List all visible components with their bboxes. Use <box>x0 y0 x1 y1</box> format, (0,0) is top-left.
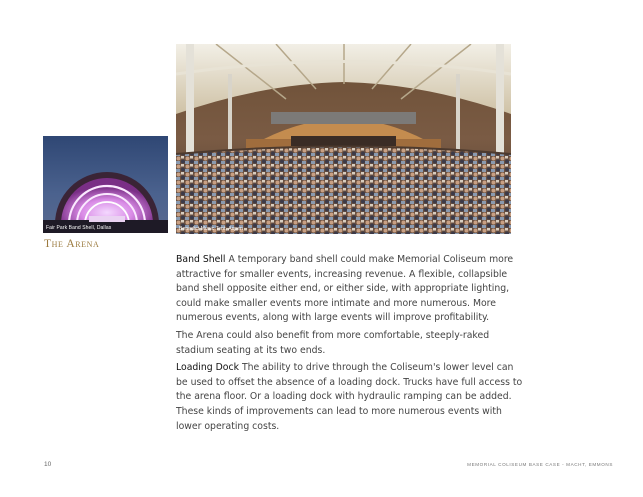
footer-text: MEMORIAL COLISEUM BASE CASE - MACHT, EMMONS <box>467 462 613 467</box>
band-shell-photo <box>43 136 168 233</box>
paragraph-text: A temporary band shell could make Memorial Coliseum more attractive for smaller events, increasing revenue. A flexible, collapsible band shell opposite either end, or either side, with appropriate lighting, could make smaller events more intimate and more numerous. More numerous events, along with large events will improve profitability. <box>176 254 514 324</box>
paragraph-heading: Band Shell <box>176 254 226 265</box>
paragraph-band-shell <box>176 253 528 326</box>
music-tent-illustration <box>176 44 511 234</box>
page-number: 10 <box>44 461 52 468</box>
music-tent-photo <box>176 44 511 234</box>
paragraph-text: The ability to drive through the Coliseum's lower level can be used to offset the absence of a loading dock. Trucks have full access to the arena floor. Or a loading dock with hydraulic ramping can be added. These kinds of improvements can lead to more numerous events with lower operating costs. <box>176 362 523 432</box>
body-text <box>176 253 528 437</box>
band-shell-illustration <box>43 136 168 233</box>
paragraph-seating <box>176 329 528 358</box>
paragraph-heading: Loading Dock <box>176 362 239 374</box>
section-title: The Arena <box>44 238 100 250</box>
band-shell-caption: Fair Park Band Shell, Dallas <box>46 225 112 231</box>
paragraph-loading-dock <box>176 361 528 434</box>
music-tent-caption: Benedict Music Tent, Aspen <box>179 226 243 232</box>
paragraph-text: The Arena could also benefit from more comfortable, steeply-raked stadium seating at its two ends. <box>176 329 490 356</box>
